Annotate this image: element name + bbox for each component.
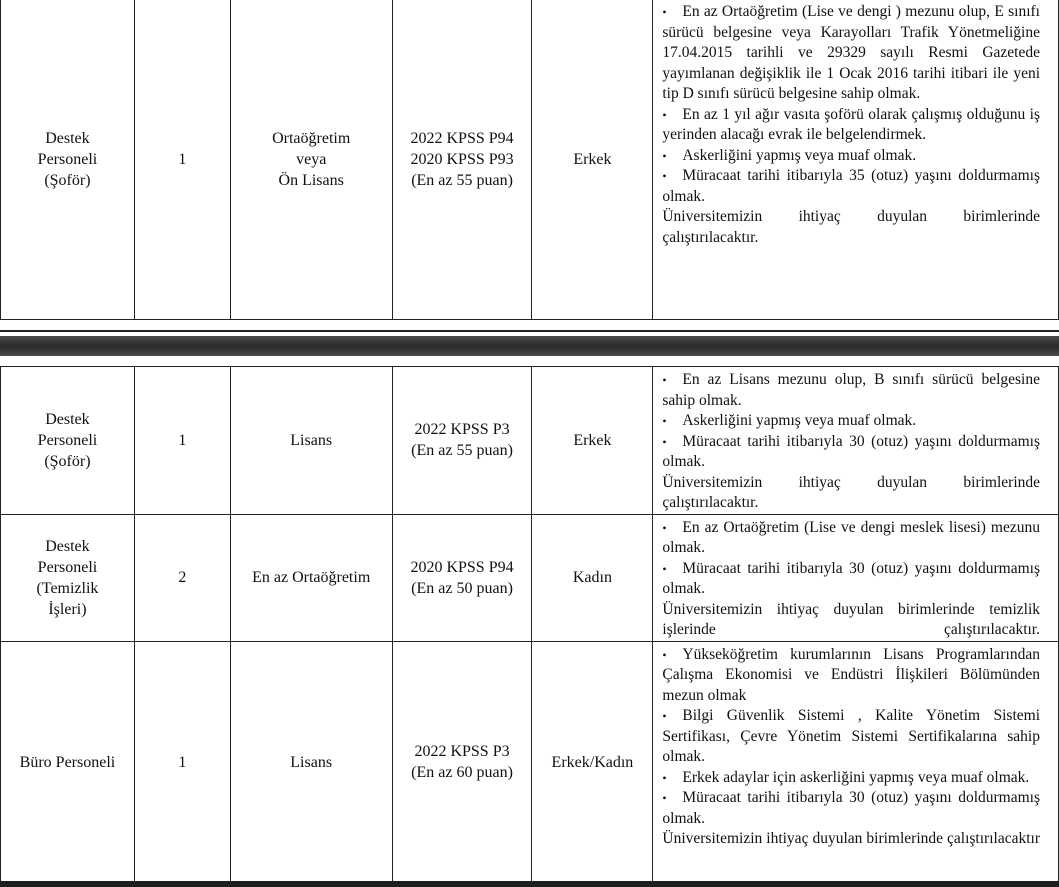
count-cell: 2: [134, 514, 230, 641]
bullet-icon: [662, 105, 682, 126]
requirement-item: •Yükseköğretim kurumlarının Lisans Programlarından Çalışma Ekonomisi ve Endüstri İlişkileri Bölümünden mezun olmak: [662, 645, 1040, 707]
position-line: Destek: [45, 537, 90, 555]
count-cell: 1: [134, 641, 230, 884]
bullet-icon: [662, 768, 682, 789]
kpss-line: (En az 55 puan): [411, 442, 513, 460]
table-row: [1, 641, 1059, 884]
kpss-cell: [392, 641, 532, 884]
requirement-note: Üniversitemizin ihtiyaç duyulan birimlerinde temizlik işlerinde çalıştırılacaktır.: [662, 600, 1040, 638]
position-cell: [1, 0, 135, 320]
position-line: Personeli: [37, 558, 98, 576]
position-line: (Şoför): [44, 452, 91, 470]
position-line: İşleri): [48, 600, 87, 618]
bullet-icon: [662, 370, 682, 391]
kpss-cell: [392, 0, 532, 320]
kpss-line: 2022 KPSS P3: [414, 421, 510, 439]
requirements-cell: [653, 514, 1059, 641]
count-cell: 1: [134, 367, 230, 515]
count-cell: 1: [134, 0, 230, 320]
position-line: Destek: [45, 410, 90, 428]
bullet-icon: [662, 559, 682, 580]
requirement-item: •Erkek adaylar için askerliğini yapmış veya muaf olmak.: [662, 768, 1040, 789]
requirement-item: •Müracaat tarihi itibarıyla 30 (otuz) yaşını doldurmamış olmak.: [662, 559, 1040, 600]
job-table-bottom: [0, 366, 1059, 884]
table-row: [1, 514, 1059, 641]
position-line: (Temizlik: [36, 579, 99, 597]
education-cell: Lisans: [230, 641, 392, 884]
requirement-item: •En az Lisans mezunu olup, B sınıfı sürücü belgesine sahip olmak.: [662, 370, 1040, 411]
kpss-line: (En az 60 puan): [411, 764, 513, 782]
bullet-icon: [662, 706, 682, 727]
gender-cell: Kadın: [532, 514, 653, 641]
kpss-line: 2020 KPSS P94: [410, 558, 514, 576]
page-divider: [0, 336, 1059, 356]
position-line: Personeli: [37, 150, 98, 168]
kpss-line: 2020 KPSS P93: [410, 150, 514, 168]
gender-cell: Erkek: [532, 0, 653, 320]
position-line: Büro Personeli: [19, 753, 116, 771]
page-bottom-edge: [0, 881, 1059, 887]
position-line: Destek: [45, 129, 90, 147]
education-cell: [230, 0, 392, 320]
position-cell: [1, 367, 135, 515]
requirement-item: •Askerliğini yapmış veya muaf olmak.: [662, 411, 1040, 432]
bullet-icon: [662, 788, 682, 809]
education-line: veya: [296, 150, 327, 168]
position-line: Personeli: [37, 431, 98, 449]
requirement-item: •Bilgi Güvenlik Sistemi , Kalite Yönetim Sistemi Sertifikası, Çevre Yönetim Sistemi Sertifikalarına sahip olmak.: [662, 706, 1040, 768]
education-cell: En az Ortaöğretim: [230, 514, 392, 641]
bullet-icon: [662, 146, 682, 167]
position-cell: [1, 641, 135, 884]
requirement-note: Üniversitemizin ihtiyaç duyulan birimlerinde çalıştırılacaktır.: [662, 473, 1040, 511]
divider-line: [0, 330, 1059, 332]
table-row: [1, 367, 1059, 515]
bullet-icon: [662, 518, 682, 539]
table-row: [1, 0, 1059, 320]
requirement-item: •Askerliğini yapmış veya muaf olmak.: [662, 146, 1040, 167]
gender-cell: Erkek: [532, 367, 653, 515]
requirements-cell: [653, 0, 1059, 320]
requirement-note: Üniversitemizin ihtiyaç duyulan birimlerinde çalıştırılacaktır.: [662, 208, 1040, 246]
kpss-cell: [392, 367, 532, 515]
kpss-cell: [392, 514, 532, 641]
education-line: Ön Lisans: [278, 171, 344, 189]
bullet-icon: [662, 432, 682, 453]
kpss-line: 2022 KPSS P3: [414, 743, 510, 761]
bullet-icon: [662, 2, 682, 23]
requirements-cell: [653, 367, 1059, 515]
requirement-item: •En az Ortaöğretim (Lise ve dengi meslek lisesi) mezunu olmak.: [662, 518, 1040, 559]
kpss-line: (En az 55 puan): [411, 171, 513, 189]
requirement-item: •En az Ortaöğretim (Lise ve dengi ) mezunu olup, E sınıfı sürücü belgesine veya Karayolları Trafik Yönetmeliğine 17.04.2015 tarihli ve 29329 sayılı Resmi Gazetede yayımlanan değişiklik ile 1 Ocak 2016 tarihi itibari ile yeni tip D sınıfı sürücü belgesine sahip olmak.: [662, 2, 1040, 105]
bullet-icon: [662, 411, 682, 432]
bullet-icon: [662, 166, 682, 187]
position-cell: [1, 514, 135, 641]
requirement-note: Üniversitemizin ihtiyaç duyulan birimlerinde çalıştırılacaktır: [662, 830, 1040, 847]
bullet-icon: [662, 645, 682, 666]
education-line: Ortaöğretim: [272, 129, 351, 147]
education-cell: Lisans: [230, 367, 392, 515]
requirements-cell: [653, 641, 1059, 884]
requirement-item: •En az 1 yıl ağır vasıta şoförü olarak çalışmış olduğunu iş yerinden alacağı evrak ile belgelendirmek.: [662, 105, 1040, 146]
requirement-item: •Müracaat tarihi itibarıyla 30 (otuz) yaşını doldurmamış olmak.: [662, 788, 1040, 829]
requirement-item: •Müracaat tarihi itibarıyla 35 (otuz) yaşını doldurmamış olmak.: [662, 166, 1040, 207]
job-table-top: [0, 0, 1059, 320]
gender-cell: Erkek/Kadın: [532, 641, 653, 884]
kpss-line: (En az 50 puan): [411, 579, 513, 597]
requirement-item: •Müracaat tarihi itibarıyla 30 (otuz) yaşını doldurmamış olmak.: [662, 432, 1040, 473]
kpss-line: 2022 KPSS P94: [410, 129, 514, 147]
position-line: (Şoför): [44, 171, 91, 189]
